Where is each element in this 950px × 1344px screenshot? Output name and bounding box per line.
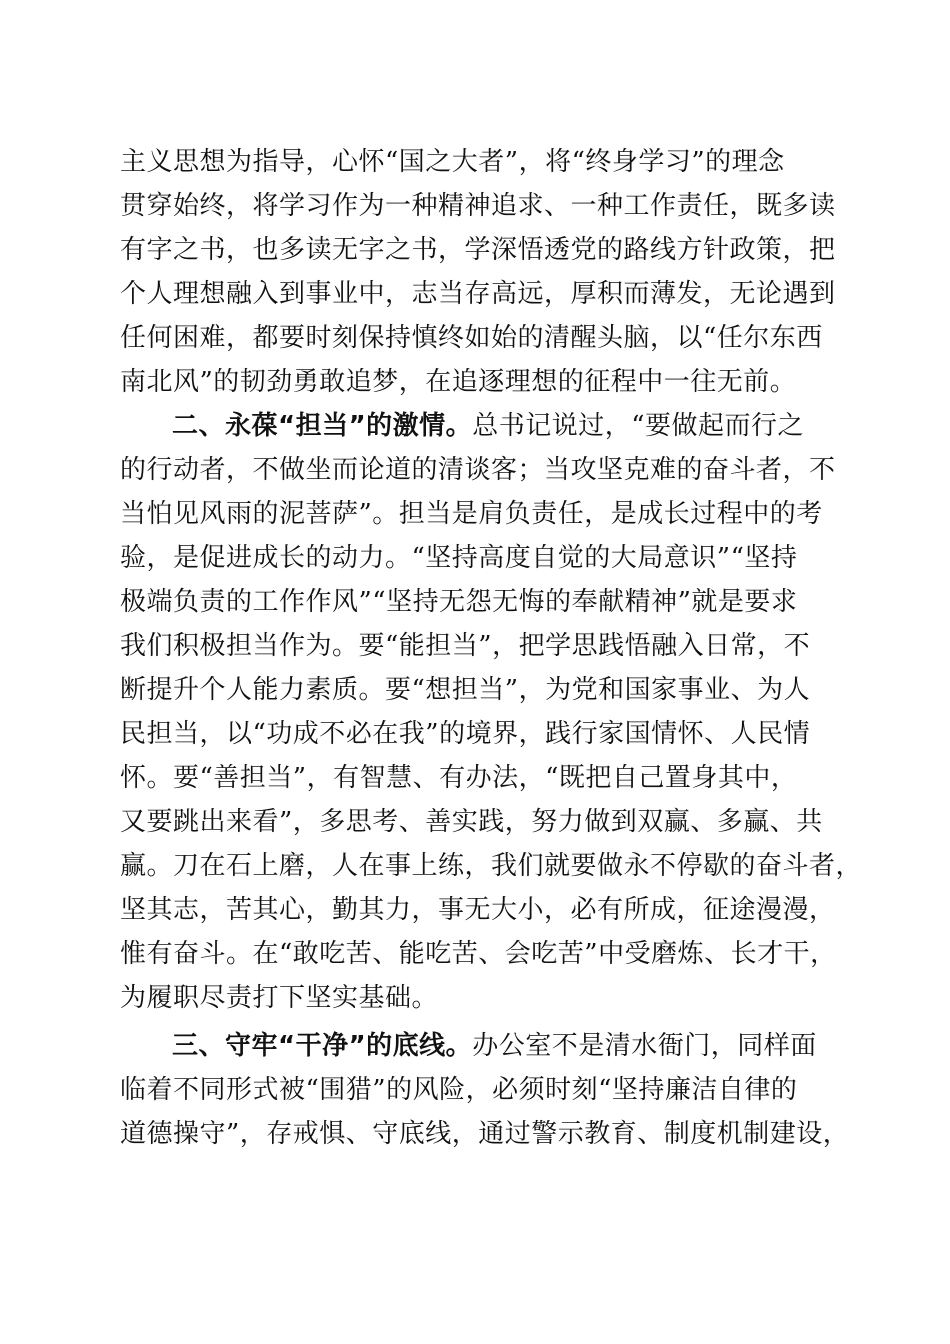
paragraph-line: 坚其志，苦其心，勤其力，事无大小，必有所成，征途漫漫，	[120, 895, 836, 925]
paragraph-line: 主义思想为指导，心怀“国之大者”，将“终身学习”的理念	[120, 147, 785, 177]
paragraph-line: 民担当，以“功成不必在我”的境界，践行家国情怀、人民情	[120, 719, 811, 749]
paragraph-line: 惟有奋斗。在“敢吃苦、能吃苦、会吃苦”中受磨炼、长才干，	[120, 939, 837, 969]
paragraph-line: 南北风”的韧劲勇敢追梦，在追逐理想的征程中一往无前。	[120, 367, 797, 397]
section-3-heading: 三、守牢“干净”的底线。	[172, 1031, 473, 1061]
paragraph-line: 当怕见风雨的泥菩萨”。担当是肩负责任，是成长过程中的考	[120, 499, 823, 529]
paragraph-line: 的行动者，不做坐而论道的清谈客；当攻坚克难的奋斗者，不	[120, 455, 836, 485]
paragraph-line: 断提升个人能力素质。要“想担当”，为党和国家事业、为人	[120, 675, 811, 705]
paragraph-line: 极端负责的工作作风”“坚持无怨无悔的奉献精神”就是要求	[120, 587, 798, 617]
paragraph-line: 临着不同形式被“围猎”的风险，必须时刻“坚持廉洁自律的	[120, 1075, 798, 1105]
section-3-first-line-text: 办公室不是清水衙门，同样面	[472, 1031, 817, 1061]
paragraph-line: 有字之书，也多读无字之书，学深悟透党的路线方针政策，把	[120, 235, 836, 265]
paragraph-line: 为履职尽责打下坚实基础。	[120, 983, 439, 1013]
paragraph-line: 验，是促进成长的动力。“坚持高度自觉的大局意识”“坚持	[120, 543, 798, 573]
section-3-first-line	[172, 1024, 832, 1068]
paragraph-line: 赢。刀在石上磨，人在事上练，我们就要做永不停歇的奋斗者，	[120, 851, 863, 881]
paragraph-line: 我们积极担当作为。要“能担当”，把学思践悟融入日常，不	[120, 631, 811, 661]
paragraph-line: 任何困难，都要时刻保持慎终如始的清醒头脑，以“任尔东西	[120, 323, 823, 353]
paragraph-line: 个人理想融入到事业中，志当存高远，厚积而薄发，无论遇到	[120, 279, 836, 309]
section-2-heading: 二、永葆“担当”的激情。	[172, 411, 473, 441]
section-2-first-line	[172, 404, 832, 448]
paragraph-line: 又要跳出来看”，多思考、善实践，努力做到双赢、多赢、共	[120, 807, 823, 837]
section-2-first-line-text: 总书记说过，“要做起而行之	[472, 411, 804, 441]
paragraph-line: 道德操守”，存戒惧、守底线，通过警示教育、制度机制建设，	[120, 1119, 850, 1149]
paragraph-line: 怀。要“善担当”，有智慧、有办法，“既把自己置身其中，	[120, 763, 798, 793]
paragraph-line: 贯穿始终，将学习作为一种精神追求、一种工作责任，既多读	[120, 191, 836, 221]
